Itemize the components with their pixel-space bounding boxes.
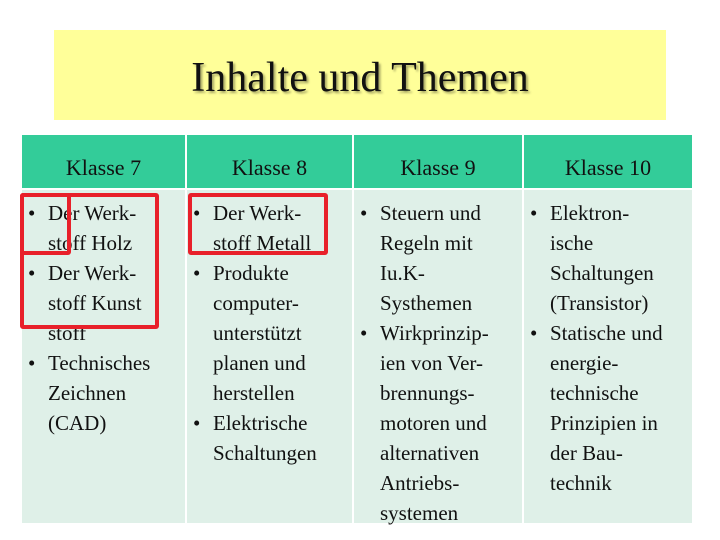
list-item-line: technik	[550, 471, 612, 495]
list-item-line: Der Werk-	[213, 201, 302, 225]
list-item-line: Steuern und	[380, 201, 481, 225]
list-item-line: Elektrische	[213, 411, 308, 435]
bullet-icon: •	[530, 321, 538, 345]
list-item-line: planen und	[213, 351, 306, 375]
list-item-line: alternativen	[380, 441, 480, 465]
header-klasse-8: Klasse 8	[187, 135, 354, 190]
list-item-line: Schaltungen	[550, 261, 654, 285]
list-item	[360, 198, 518, 318]
bullet-icon: •	[28, 201, 36, 225]
list-item-line: Regeln mit	[380, 231, 473, 255]
list-item-line: (CAD)	[48, 411, 107, 435]
header-klasse-10: Klasse 10	[524, 135, 694, 190]
title-banner	[54, 30, 666, 120]
list-item	[193, 258, 348, 408]
list-item	[530, 198, 688, 318]
bullet-icon: •	[360, 321, 368, 345]
list-item-line: motoren und	[380, 411, 487, 435]
list-item-line: Iu.K-	[380, 261, 425, 285]
list-item-line: unterstützt	[213, 321, 302, 345]
list-item-line: Prinzipien in	[550, 411, 658, 435]
list-item-line: Wirkprinzip-	[380, 321, 489, 345]
list-item-line: Technisches	[48, 351, 151, 375]
bullet-icon: •	[28, 261, 36, 285]
list-item	[360, 318, 518, 528]
list-item-line: stoff Holz	[48, 231, 133, 255]
list-item-line: der Bau-	[550, 441, 623, 465]
bullet-icon: •	[28, 351, 36, 375]
bullet-icon: •	[193, 261, 201, 285]
list-item-line: ien von Ver-	[380, 351, 484, 375]
header-klasse-9: Klasse 9	[354, 135, 524, 190]
list-item	[530, 318, 688, 498]
list-item	[28, 348, 181, 438]
list-item-line: Elektron-	[550, 201, 630, 225]
page-title: Inhalte und Themen	[191, 55, 529, 101]
highlight-klasse7-items	[20, 193, 159, 329]
list-item-line: Statische und	[550, 321, 663, 345]
column-klasse-9	[354, 190, 524, 525]
list-item-line: stoff Kunst	[48, 291, 142, 315]
list-item-line: ische	[550, 231, 594, 255]
bullet-icon: •	[360, 201, 368, 225]
list-item-line: stoff	[48, 321, 87, 345]
list-item-line: computer-	[213, 291, 299, 315]
list-item-line: Zeichnen	[48, 381, 127, 405]
list-item-line: Produkte	[213, 261, 289, 285]
list-item-line: stoff Metall	[213, 231, 312, 255]
highlight-klasse8-header	[188, 193, 328, 255]
list-item-line: technische	[550, 381, 639, 405]
bullet-icon: •	[193, 201, 201, 225]
list-item-line: Der Werk-	[48, 261, 137, 285]
list-item-line: Antriebs-	[380, 471, 460, 495]
list-item-line: brennungs-	[380, 381, 475, 405]
list-item-line: energie-	[550, 351, 619, 375]
list-item-line: herstellen	[213, 381, 295, 405]
list-item-line: Schaltungen	[213, 441, 317, 465]
bullet-icon: •	[193, 411, 201, 435]
bullet-icon: •	[530, 201, 538, 225]
list-item-line: Systhemen	[380, 291, 473, 315]
list-item-line: (Transistor)	[550, 291, 649, 315]
column-klasse-10	[524, 190, 694, 525]
list-item-line: systemen	[380, 501, 459, 525]
list-item	[193, 408, 348, 468]
list-item-line: Der Werk-	[48, 201, 137, 225]
header-klasse-7: Klasse 7	[22, 135, 187, 190]
